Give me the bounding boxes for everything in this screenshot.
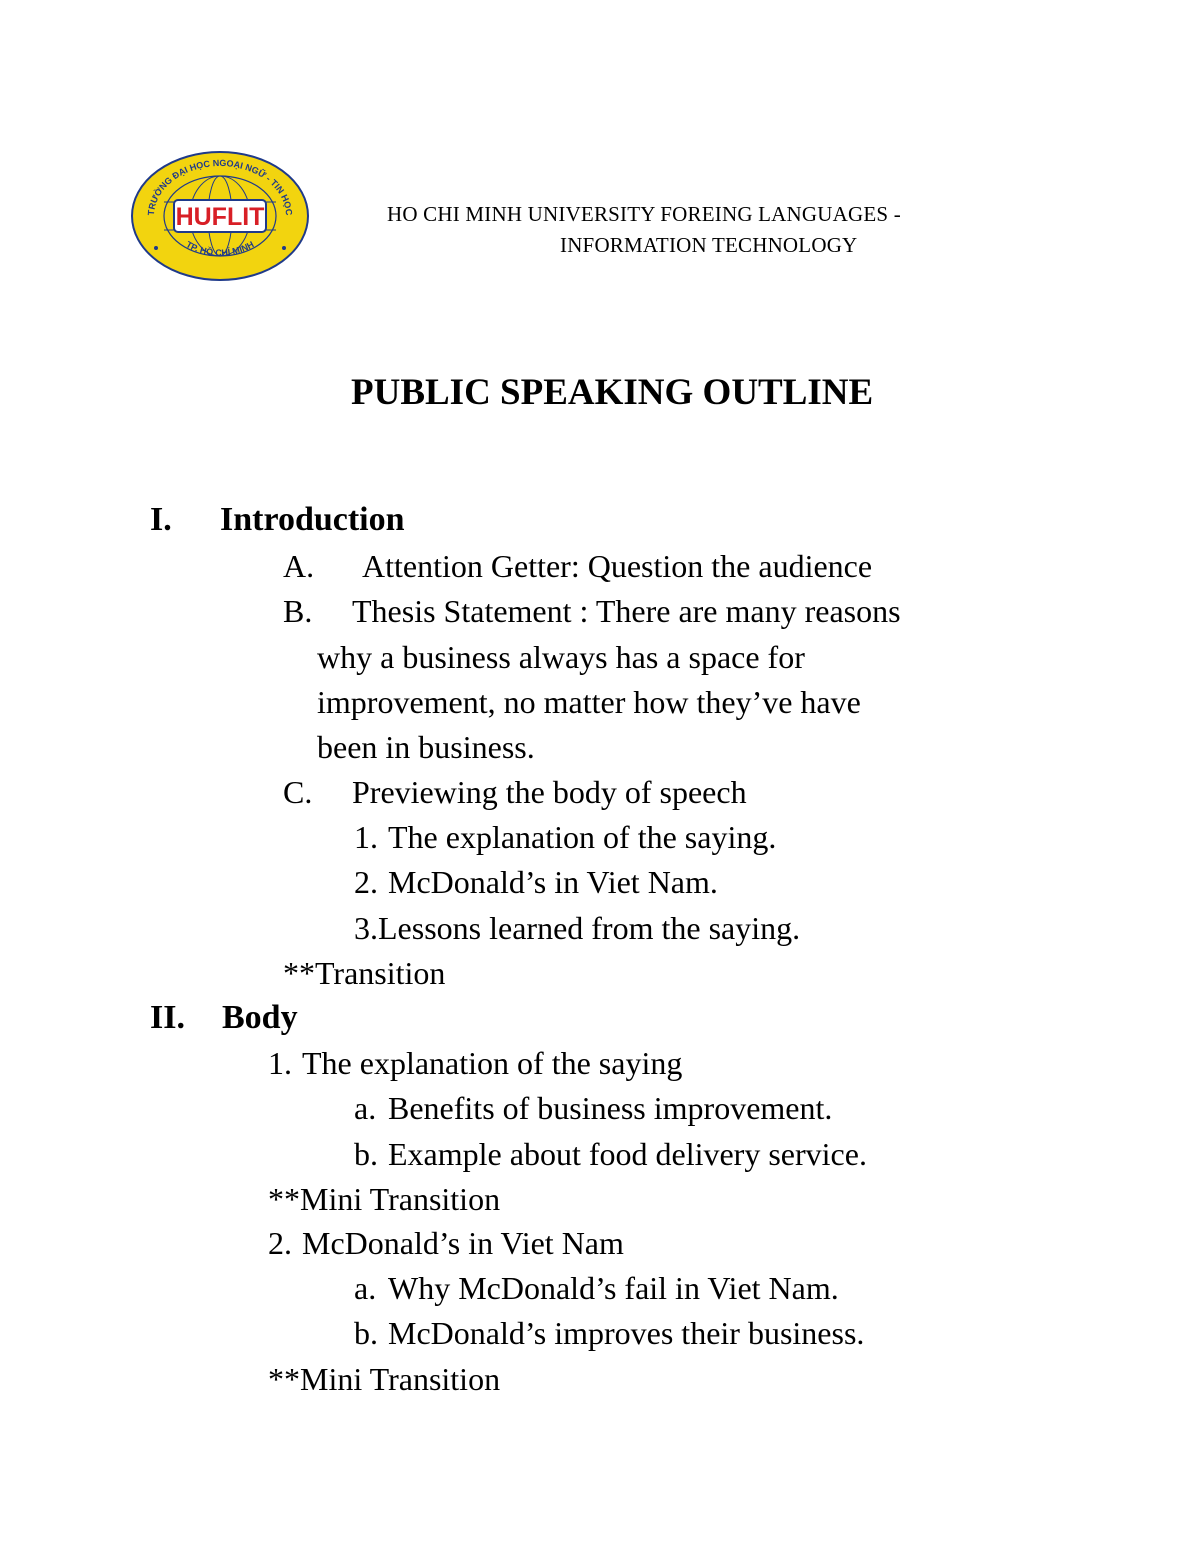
intro-item-thesis-statement: Thesis Statement : There are many reasons	[352, 593, 901, 629]
body-label-2: 2.	[268, 1225, 292, 1261]
huflit-logo	[130, 150, 310, 282]
preview-label-2: 2.	[354, 864, 378, 900]
intro-item-label-c: C.	[283, 774, 313, 810]
section-numeral-1: I.	[150, 501, 172, 538]
body-sub-point-1a: Benefits of business improvement.	[388, 1090, 833, 1126]
body-sub-point-2a: Why McDonald’s fail in Viet Nam.	[388, 1270, 839, 1306]
intro-transition: **Transition	[283, 955, 446, 991]
university-name-line1: HO CHI MINH UNIVERSITY FOREING LANGUAGES -	[387, 202, 901, 226]
body-sub-point-1b: Example about food delivery service.	[388, 1136, 867, 1172]
body-label-1: 1.	[268, 1045, 292, 1081]
body-sub-point-2b: McDonald’s improves their business.	[388, 1315, 865, 1351]
preview-point-3: 3.Lessons learned from the saying.	[354, 910, 801, 946]
body-sub-label-1b: b.	[354, 1136, 378, 1172]
body-mini-transition-2: **Mini Transition	[268, 1361, 501, 1397]
university-name-line2: INFORMATION TECHNOLOGY	[560, 233, 858, 257]
intro-thesis-continuation-1: why a business always has a space for	[317, 639, 805, 675]
logo-ring-top-text: TRƯỜNG ĐẠI HỌC NGOẠI NGỮ - TIN HỌC	[145, 157, 295, 216]
body-point-2: McDonald’s in Viet Nam	[302, 1225, 624, 1261]
preview-point-2: McDonald’s in Viet Nam.	[388, 864, 718, 900]
section-heading-introduction: Introduction	[220, 501, 405, 538]
intro-item-label-a: A.	[283, 548, 315, 584]
intro-item-attention-getter: Attention Getter: Question the audience	[362, 548, 873, 584]
body-mini-transition-1: **Mini Transition	[268, 1181, 501, 1217]
body-sub-label-1a: a.	[354, 1090, 377, 1126]
preview-label-1: 1.	[354, 819, 378, 855]
section-numeral-2: II.	[150, 999, 185, 1036]
logo-wordmark: HUFLIT	[175, 203, 265, 231]
body-sub-label-2b: b.	[354, 1315, 378, 1351]
intro-item-label-b: B.	[283, 593, 313, 629]
intro-thesis-continuation-2: improvement, no matter how they’ve have	[317, 684, 861, 720]
section-heading-body: Body	[222, 999, 298, 1036]
intro-thesis-continuation-3: been in business.	[317, 729, 535, 765]
preview-point-1: The explanation of the saying.	[388, 819, 777, 855]
body-point-1: The explanation of the saying	[302, 1045, 683, 1081]
intro-item-preview: Previewing the body of speech	[352, 774, 747, 810]
document-title: PUBLIC SPEAKING OUTLINE	[351, 372, 874, 413]
logo-ring-bottom-text: TP. HỒ CHÍ MINH	[184, 239, 256, 258]
body-sub-label-2a: a.	[354, 1270, 377, 1306]
